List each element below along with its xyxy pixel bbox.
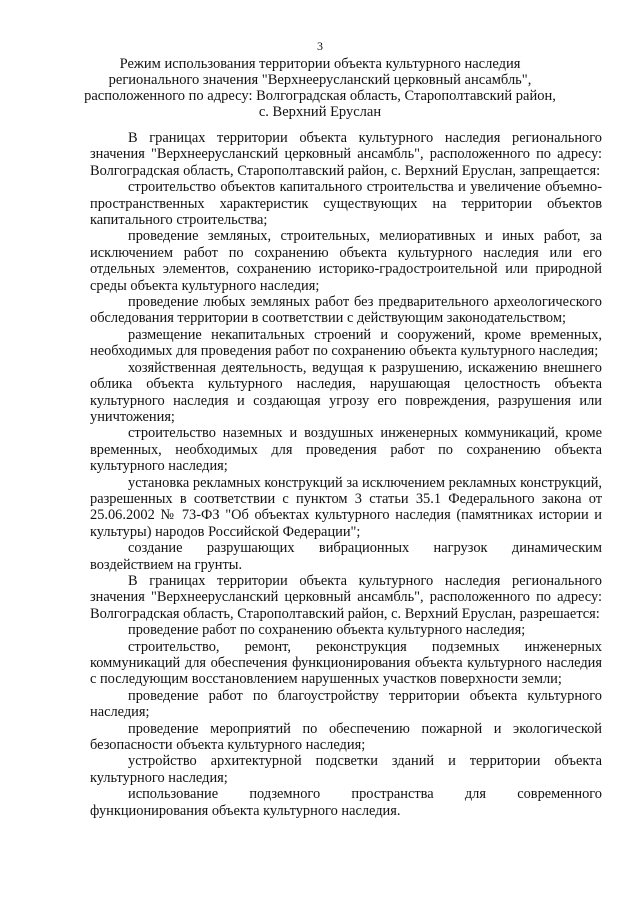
- prohibited-intro-paragraph: В границах территории объекта культурного наследия регионального значения "Верхнеерусланский церковный ансамбль", расположенного по адресу: Волгоградская область, Старополтавский район, с. Верхний Еруслан, запрещается:: [90, 130, 602, 179]
- prohibited-item: проведение любых земляных работ без предварительного археологического обследования территории в соответствии с действующим законодательством;: [90, 294, 602, 327]
- permitted-item: устройство архитектурной подсветки зданий и территории объекта культурного наследия;: [90, 753, 602, 786]
- document-title: [70, 56, 570, 120]
- permitted-item: строительство, ремонт, реконструкция подземных инженерных коммуникаций для обеспечения функционирования объекта культурного наследия с последующим восстановлением нарушенных участков поверхности земли;: [90, 638, 602, 688]
- permitted-item: проведение работ по сохранению объекта культурного наследия;: [128, 622, 526, 639]
- title-line: с. Верхний Еруслан: [258, 104, 382, 120]
- prohibited-item: создание разрушающих вибрационных нагрузок динамическим воздействием на грунты.: [90, 540, 602, 573]
- title-line: Режим использования территории объекта культурного наследия: [119, 56, 521, 72]
- document-body: [90, 130, 602, 819]
- prohibited-item: размещение некапитальных строений и сооружений, кроме временных, необходимых для проведения работ по сохранению объекта культурного наследия;: [90, 326, 602, 360]
- prohibited-item: проведение земляных, строительных, мелиоративных и иных работ, за исключением работ по сохранению объекта культурного наследия или его отдельных элементов, сохранению историко-градостроительной или природной среды объекта культурного наследия;: [90, 228, 602, 294]
- prohibited-item: строительство наземных и воздушных инженерных коммуникаций, кроме временных, необходимых для проведения работ по сохранению объекта культурного наследия;: [90, 425, 602, 475]
- prohibited-item: строительство объектов капитального строительства и увеличение объемно-пространственных характеристик существующих на территории объектов капитального строительства;: [90, 179, 602, 229]
- prohibited-item: хозяйственная деятельность, ведущая к разрушению, искажению внешнего облика объекта культурного наследия, нарушающая целостность объекта культурного наследия и создающая угрозу его повреждения, разрушения или уничтожения;: [90, 359, 602, 425]
- permitted-item: использование подземного пространства для современного функционирования объекта культурного наследия.: [90, 786, 602, 819]
- title-line: регионального значения "Верхнеерусланский церковный ансамбль",: [108, 72, 532, 88]
- permitted-item: проведение работ по благоустройству территории объекта культурного наследия;: [90, 687, 602, 721]
- page-number: 3: [317, 39, 323, 53]
- title-line: расположенного по адресу: Волгоградская область, Старополтавский район,: [84, 88, 556, 104]
- prohibited-item: установка рекламных конструкций за исключением рекламных конструкций, разрешенных в соответствии с пунктом 3 статьи 35.1 Федерального закона от 25.06.2002 № 73-ФЗ "Об объектах культурного наследия (памятниках истории и культуры) народов Российской Федерации";: [90, 474, 602, 540]
- permitted-intro-paragraph: В границах территории объекта культурного наследия регионального значения "Верхнеерусланский церковный ансамбль", расположенного по адресу: Волгоградская область, Старополтавский район, с. Верхний Еруслан, разрешается:: [90, 572, 602, 622]
- permitted-item: проведение мероприятий по обеспечению пожарной и экологической безопасности объекта культурного наследия;: [90, 720, 602, 754]
